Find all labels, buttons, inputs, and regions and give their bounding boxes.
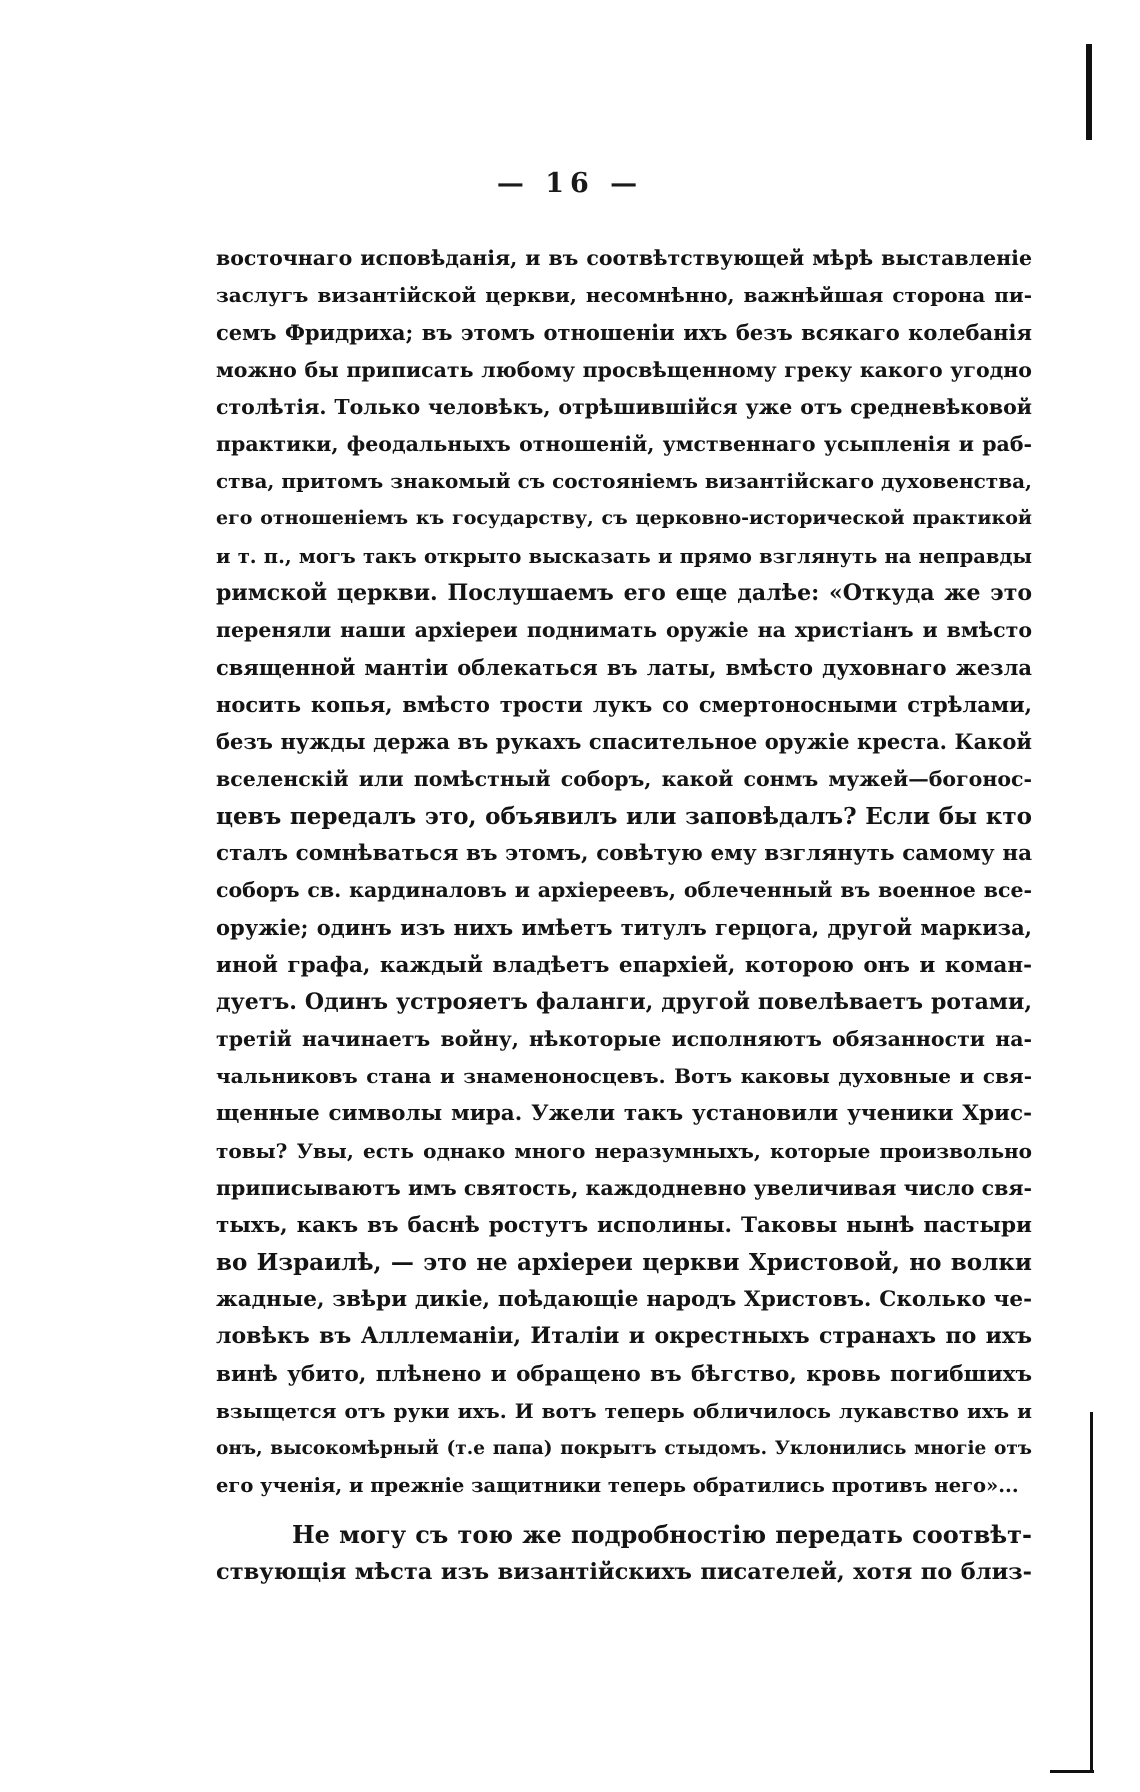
text-line: и т. п., могъ такъ открыто высказать и прямо взглянуть на неправды — [216, 544, 1032, 568]
body-text — [216, 240, 1032, 1591]
paragraph-gap — [216, 1504, 1032, 1516]
text-line: чальниковъ стана и знаменоносцевъ. Вотъ каковы духовные и свя- — [216, 1064, 1032, 1089]
text-line: его отношеніемъ къ государству, съ церковно-исторической практикой — [216, 507, 1032, 530]
scan-edge-mark-foot — [1050, 1770, 1094, 1773]
text-line: иной графа, каждый владѣетъ епархіей, которою онъ и коман- — [216, 952, 1032, 978]
text-line: можно бы приписать любому просвѣщенному греку какого угодно — [216, 357, 1032, 382]
text-line: Не могу съ тою же подробностію передать соотвѣт- — [292, 1520, 1032, 1550]
page-number: — 16 — — [496, 168, 644, 199]
text-line: винѣ убито, плѣнено и обращено въ бѣгство, кровь погибшихъ — [216, 1361, 1032, 1387]
text-line: ства, притомъ знакомый съ состояніемъ византійскаго духовенства, — [216, 469, 1032, 494]
text-line: восточнаго исповѣданія, и въ соотвѣтствующей мѣрѣ выставленіе — [216, 246, 1032, 270]
text-line: дуетъ. Одинъ устрояетъ фаланги, другой повелѣваетъ ротами, — [216, 988, 1032, 1015]
paragraph-1 — [216, 240, 1032, 1504]
text-line: римской церкви. Послушаемъ его еще далѣе: «Откуда же это — [216, 579, 1032, 606]
text-line: приписываютъ имъ святость, каждодневно увеличивая число свя- — [216, 1175, 1032, 1200]
scan-edge-mark-top — [1086, 44, 1092, 140]
text-line: практики, феодальныхъ отношеній, умственнаго усыпленія и раб- — [216, 431, 1032, 456]
text-line: соборъ св. кардиналовъ и архіереевъ, облеченный въ военное все- — [216, 878, 1032, 903]
text-line: переняли наши архіереи поднимать оружіе на христіанъ и вмѣсто — [216, 617, 1032, 642]
text-line: товы? Увы, есть однако много неразумныхъ, которые произвольно — [216, 1138, 1032, 1163]
text-line: семъ Фридриха; въ этомъ отношеніи ихъ безъ всякаго колебанія — [216, 320, 1032, 346]
text-line: сталъ сомнѣваться въ этомъ, совѣтую ему взглянуть самому на — [216, 841, 1032, 866]
scan-edge-mark-bottom — [1090, 1412, 1093, 1772]
text-line: оружіе; одинъ изъ нихъ имѣетъ титулъ герцога, другой маркиза, — [216, 915, 1032, 941]
text-line: безъ нужды держа въ рукахъ спасительное оружіе креста. Какой — [216, 729, 1032, 755]
text-line: третій начинаетъ войну, нѣкоторые исполняютъ обязанности на- — [216, 1026, 1032, 1051]
text-line: тыхъ, какъ въ баснѣ ростутъ исполины. Таковы нынѣ пастыри — [216, 1212, 1032, 1238]
text-line: жадные, звѣри дикіе, поѣдающіе народъ Христовъ. Сколько че- — [216, 1287, 1032, 1313]
text-line: во Израилѣ, — это не архіереи церкви Христовой, но волки — [216, 1249, 1032, 1277]
text-line: вселенскій или помѣстный соборъ, какой сонмъ мужей—богонос- — [216, 766, 1032, 791]
text-line: священной мантіи облекаться въ латы, вмѣсто духовнаго жезла — [216, 655, 1032, 681]
paragraph-2 — [216, 1516, 1032, 1590]
text-line: онъ, высокомѣрный (т.е папа) покрытъ стыдомъ. Уклонились многіе отъ — [216, 1438, 1032, 1459]
text-line: столѣтія. Только человѣкъ, отрѣшившійся уже отъ средневѣковой — [216, 394, 1032, 419]
text-line: его ученія, и прежніе защитники теперь обратились противъ него»... — [216, 1474, 1019, 1498]
text-line: ствующія мѣста изъ византійскихъ писателей, хотя по близ- — [216, 1558, 1032, 1585]
text-line: ловѣкъ въ Алллеманіи, Италіи и окрестныхъ странахъ по ихъ — [216, 1323, 1032, 1350]
text-line: цевъ передалъ это, объявилъ или заповѣдалъ? Если бы кто — [216, 802, 1032, 830]
text-line: заслугъ византійской церкви, несомнѣнно, важнѣйшая сторона пи- — [216, 283, 1032, 308]
text-line: щенные символы мира. Ужели такъ установили ученики Хрис- — [216, 1101, 1032, 1127]
text-line: носить копья, вмѣсто трости лукъ со смертоносными стрѣлами, — [216, 692, 1032, 718]
text-line: взыщется отъ руки ихъ. И вотъ теперь обличилось лукавство ихъ и — [216, 1398, 1032, 1423]
